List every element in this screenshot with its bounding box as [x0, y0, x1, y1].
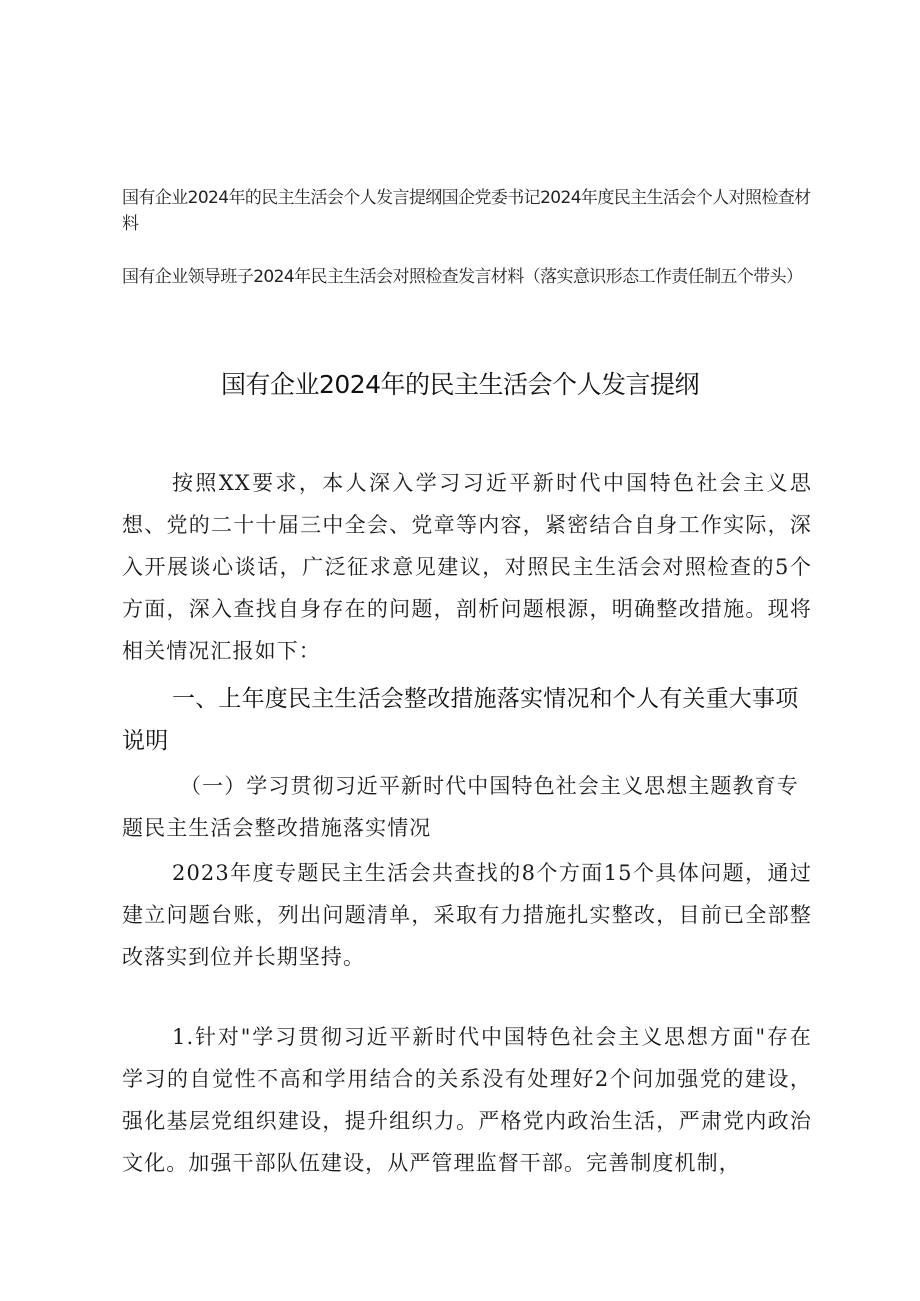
toc-entry-1: 国有企业2024年的民主生活会个人发言提纲国企党委书记2024年度民主生活会个人对照检查材料	[122, 188, 811, 234]
list-item-1: 1.针对"学习贯彻习近平新时代中国特色社会主义思想方面"存在学习的自觉性不高和学用结合的关系没有处理好2个问加强党的建设，强化基层党组织建设，提升组织力。严格党内政治生活，严肃党内政治文化。加强干部队伍建设，从严管理监督干部。完善制度机制，	[122, 1025, 812, 1175]
toc-entry-2: 国有企业领导班子2024年民主生活会对照检查发言材料（落实意识形态工作责任制五个带头）	[122, 267, 803, 287]
intro-paragraph: 按照XX要求，本人深入学习习近平新时代中国特色社会主义思想、党的二十十届三中全会、党章等内容，紧密结合自身工作实际，深入开展谈心谈话，广泛征求意见建议，对照民主生活会对照检查的5个方面，深入查找自身存在的问题，剖析问题根源，明确整改措施。现将相关情况汇报如下：	[122, 471, 812, 663]
document-title: 国有企业2024年的民主生活会个人发言提纲	[220, 370, 700, 399]
section-heading-1: 一、上年度民主生活会整改措施落实情况和个人有关重大事项说明	[122, 686, 799, 754]
paragraph-2023-summary: 2023年度专题民主生活会共查找的8个方面15个具体问题，通过建立问题台账，列出问题清单，采取有力措施扎实整改，目前已全部整改落实到位并长期坚持。	[122, 861, 812, 969]
subsection-heading-1: （一）学习贯彻习近平新时代中国特色社会主义思想主题教育专题民主生活会整改措施落实情况	[122, 774, 799, 840]
